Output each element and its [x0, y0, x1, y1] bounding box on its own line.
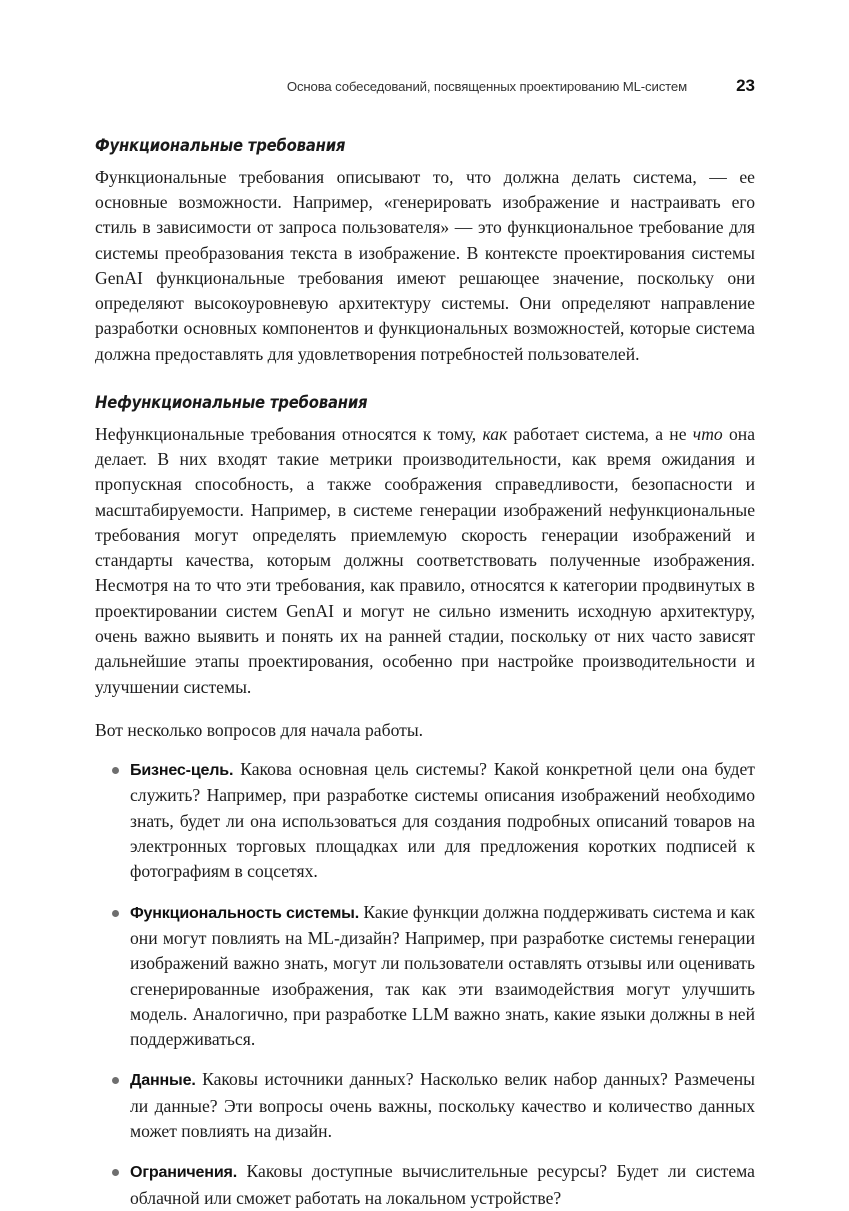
question-bullet-list	[95, 757, 755, 1211]
list-item	[95, 1159, 755, 1211]
bullet-term: Функциональность системы.	[130, 903, 359, 922]
bullet-dot-icon	[112, 1077, 119, 1084]
bullet-dot-icon	[112, 910, 119, 917]
list-item	[95, 1067, 755, 1144]
running-head	[95, 76, 755, 98]
list-item	[95, 900, 755, 1053]
paragraph-segment: Нефункциональные требования относятся к тому,	[95, 423, 483, 444]
bullet-body: Каковы доступные вычислительные ресурсы? Будет ли система облачной или сможет работать на локальном устройстве?	[130, 1161, 755, 1208]
paragraph-segment: она делает. В них входят такие метрики производительности, как время ожидания и пропускная способность, а также соображения справедливости, безопасности и масштабируемости. Например, в системе генерации изображений нефункциональные требования могут определять приемлемую скорость генерации изображений и стандарты качества, которым должны соответствовать полученные изображения. Несмотря на то что эти требования, как правило, относятся к категории продвинутых в проектировании систем GenAI и могут не сильно изменить исходную архитектуру, очень важно выявить и понять их на ранней стадии, поскольку от них часто зависят дальнейшие этапы проектирования, особенно при настройке производительности и улучшении системы.	[95, 423, 756, 697]
section-heading-nonfunctional-requirements: Нефункциональные требования	[95, 393, 368, 412]
list-item	[95, 757, 755, 884]
paragraph-nonfunctional-requirements	[95, 422, 755, 700]
bullet-dot-icon	[112, 1169, 119, 1176]
bullet-term: Бизнес-цель.	[130, 761, 234, 780]
paragraph-lead-in: Вот несколько вопросов для начала работы.	[95, 719, 424, 740]
bullet-dot-icon	[112, 767, 119, 774]
bullet-term: Ограничения.	[130, 1163, 237, 1182]
paragraph-segment: работает система, а не	[507, 423, 693, 444]
paragraph-functional-requirements: Функциональные требования описывают то, что должна делать система, — ее основные возможности. Например, «генерировать изображение и настраивать его стиль в зависимости от запроса пользователя» — это функциональное требование для системы преобразования текста в изображение. В контексте проектирования системы GenAI функциональные требования имеют решающее значение, поскольку они определяют высокоуровневую архитектуру системы. Они определяют направление разработки основных компонентов и функциональных возможностей, которые система должна предоставлять для удовлетворения потребностей пользователей.	[95, 166, 755, 364]
emphasis-chto: что	[692, 423, 723, 444]
page-number: 23	[736, 76, 755, 95]
bullet-body: Каковы источники данных? Насколько велик набор данных? Размечены ли данные? Эти вопросы очень важны, поскольку качество и количество данных может повлиять на дизайн.	[130, 1069, 755, 1142]
section-heading-functional-requirements: Функциональные требования	[95, 136, 346, 155]
bullet-body: Какие функции должна поддерживать система и как они могут повлиять на ML-дизайн? Например, при разработке системы генерации изображений важно знать, могут ли пользователи оставлять отзывы или оценивать сгенерированные изображения, так как эти взаимодействия могут улучшить модель. Аналогично, при разработке LLM важно знать, какие языки должны в ней поддерживаться.	[130, 901, 755, 1050]
emphasis-kak: как	[482, 423, 508, 444]
running-head-title: Основа собеседований, посвященных проектированию ML-систем	[286, 79, 687, 94]
bullet-term: Данные.	[130, 1071, 196, 1090]
bullet-body: Какова основная цель системы? Какой конкретной цели она будет служить? Например, при разработке системы описания изображений необходимо знать, будет ли она использоваться для создания подробных описаний товаров на электронных торговых площадках или для предложения коротких подписей к фотографиям в соцсетях.	[130, 759, 755, 882]
text-column	[95, 136, 755, 1211]
